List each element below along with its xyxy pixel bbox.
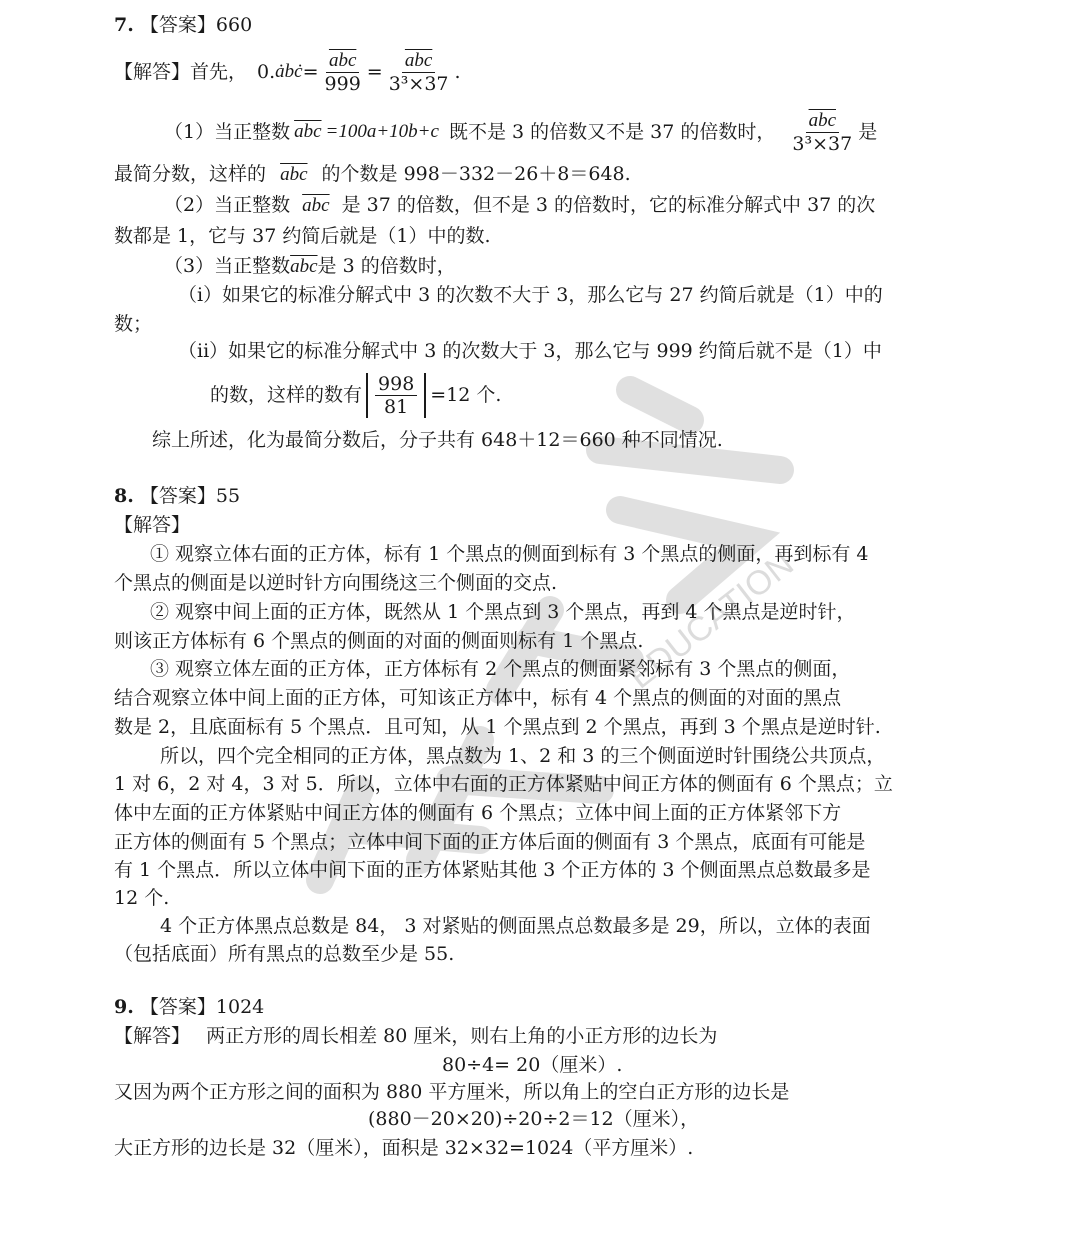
q8-line: ① 观察立体右面的正方体，标有 1 个黑点的侧面到标有 3 个黑点的侧面，再到标有 4 (150, 543, 869, 565)
q9-line2: 80÷4= 20（厘米）. (442, 1054, 623, 1076)
floor-bracket: $\frac{998}{81}$ (366, 373, 426, 418)
q8-line: 结合观察立体中间上面的正方体，可知该正方体中，标有 4 个黑点的侧面的对面的黑点 (114, 687, 842, 709)
q9-line1: 【解答】 两正方形的周长相差 80 厘米，则右上角的小正方形的边长为 (114, 1025, 718, 1047)
q7-case1: （1）当正整数 $\overline{abc}$ =100a+10b+c 既不是 3 的倍数又不是 37 的倍数时， $\frac{\overline{abc}}{\text{3³×37}}$ 是 (164, 109, 878, 155)
q8-line: ③ 观察立体左面的正方体，正方体标有 2 个黑点的侧面紧邻标有 3 个黑点的侧面， (150, 658, 851, 680)
svg-text:EDUCATION: EDUCATION (621, 544, 801, 697)
q8-line: 个黑点的侧面是以逆时针方向围绕这三个侧面的交点. (114, 572, 558, 594)
q7-case2-line2: 数都是 1，它与 37 约简后就是（1）中的数. (114, 225, 491, 247)
q8-line: 12 个. (114, 887, 170, 909)
q8-line: （包括底面）所有黑点的总数至少是 55. (114, 943, 455, 965)
q7-sub-i: （i）如果它的标准分解式中 3 的次数不大于 3，那么它与 27 约简后就是（1）中的 (178, 284, 883, 306)
q8-line: 正方体的侧面有 5 个黑点；立体中间下面的正方体后面的侧面有 3 个黑点，底面有可能是 (114, 831, 866, 853)
q8-line: 1 对 6，2 对 4，3 对 5．所以，立体中右面的正方体紧贴中间正方体的侧面有 6 个黑点；立 (114, 773, 893, 795)
q8-line: 所以，四个完全相同的正方体，黑点数为 1、2 和 3 的三个侧面逆时针围绕公共顶点， (160, 745, 886, 767)
q9-line5: 大正方形的边长是 32（厘米），面积是 32×32=1024（平方厘米）. (114, 1137, 694, 1159)
q7-case3: （3）当正整数$\overline{abc}$是 3 的倍数时， (164, 255, 456, 277)
q9-line4: (880－20×20)÷20÷2＝12（厘米）， (368, 1108, 700, 1130)
q7-sub-i-line2: 数； (114, 313, 153, 335)
q7-case1-line2: 最简分数，这样的 $\overline{abc}$ 的个数是 998－332－26＋8＝648. (114, 163, 631, 185)
q8-line: 4 个正方体黑点总数是 84， 3 对紧贴的侧面黑点总数最多是 29，所以，立体的表面 (160, 915, 871, 937)
q7-header: 7. 【答案】660 (114, 14, 253, 36)
q9-line3: 又因为两个正方形之间的面积为 880 平方厘米，所以角上的空白正方形的边长是 (114, 1081, 790, 1103)
q8-solution-tag: 【解答】 (114, 514, 191, 536)
q8-line: 有 1 个黑点．所以立体中间下面的正方体紧贴其他 3 个正方体的 3 个侧面黑点总数最多是 (114, 859, 871, 881)
q9-header: 9. 【答案】1024 (114, 996, 265, 1018)
q8-header: 8. 【答案】55 (114, 485, 241, 507)
q8-line: 则该正方体标有 6 个黑点的侧面的对面的侧面则标有 1 个黑点. (114, 630, 644, 652)
q7-summary: 综上所述，化为最简分数后，分子共有 648＋12＝660 种不同情况. (152, 429, 723, 451)
q8-line: 体中左面的正方体紧贴中间正方体的侧面有 6 个黑点；立体中间上面的正方体紧邻下方 (114, 802, 842, 824)
q7-sub-ii-line2: 的数，这样的数有 $\frac{998}{81}$ =12 个. (210, 372, 502, 418)
q7-intro: 【解答】 首先， 0. ȧbċ = $\frac{\overline{abc}}{999}$ = $\frac{\overline{abc}}{\text{3³×37}}$ . (114, 49, 461, 95)
q7-case2: （2）当正整数 $\overline{abc}$ 是 37 的倍数，但不是 3 的倍数时，它的标准分解式中 37 的次 (164, 194, 876, 216)
q8-line: ② 观察中间上面的正方体，既然从 1 个黑点到 3 个黑点，再到 4 个黑点是逆时针， (150, 601, 856, 623)
q8-line: 数是 2，且底面标有 5 个黑点．且可知，从 1 个黑点到 2 个黑点，再到 3 个黑点是逆时针. (114, 716, 881, 738)
q7-sub-ii: （ii）如果它的标准分解式中 3 的次数大于 3，那么它与 999 约简后就不是（1）中 (178, 340, 882, 362)
